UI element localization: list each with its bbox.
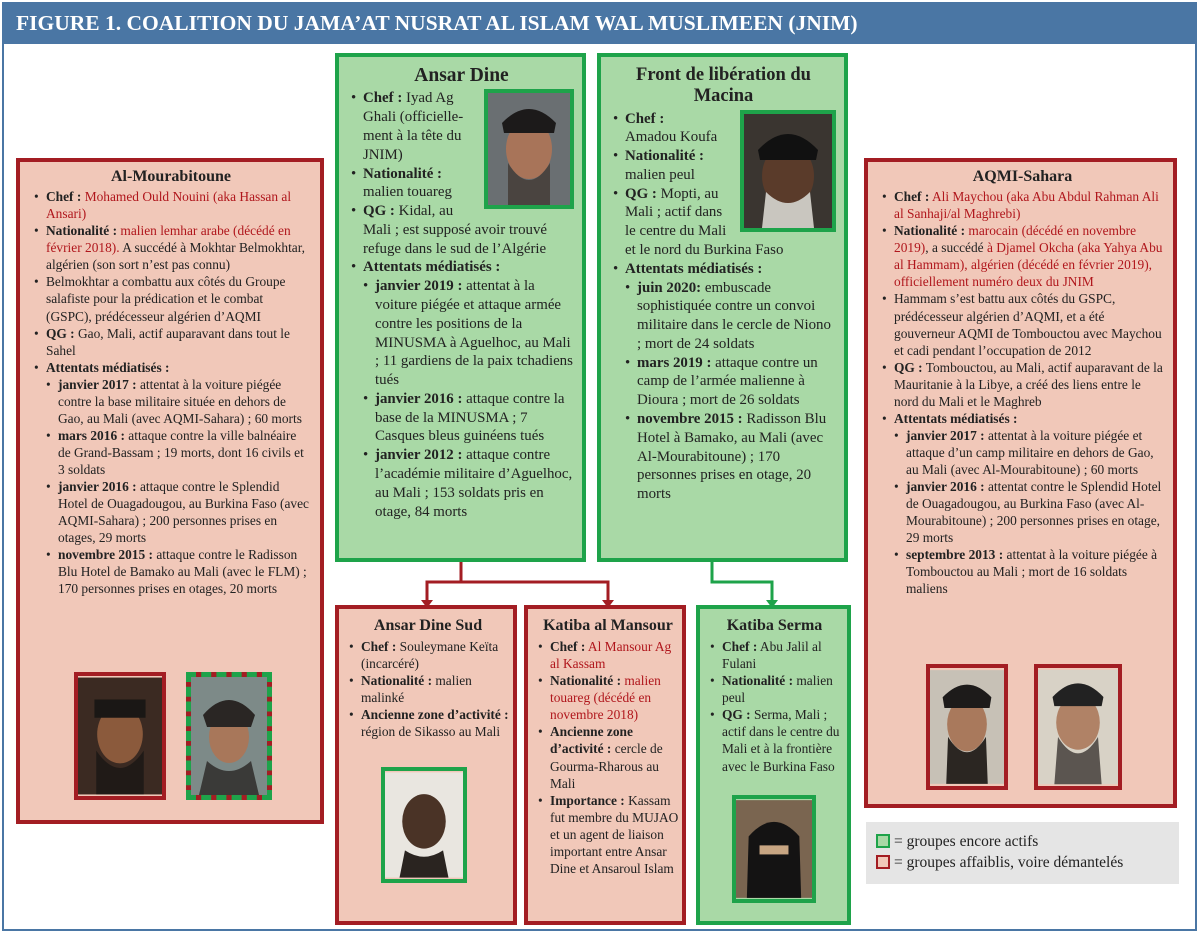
group-title: Ansar Dine Sud — [373, 617, 483, 634]
group-front-liberation-macina — [597, 53, 848, 562]
group-katiba-serma — [696, 605, 851, 925]
attack-item: • novembre 2015 : Radisson Blu Hotel à Bamako, au Mali (avec Al-Mourabitoune) ; 170 personnes prises en otage, 20 morts — [611, 410, 836, 504]
legend-item-weakened: = groupes affaiblis, voire démantelés — [876, 853, 1123, 873]
nationality-item: • Nationalité : malien lemhar arabe (décédé en février 2018). A succédé à Mokhtar Belmokhtar, algérien (son sort n’est pas connu) — [32, 222, 310, 273]
chef-item: • Chef : Abu Jalil al Fulani — [708, 638, 841, 672]
group-title: Katiba Serma — [726, 617, 823, 634]
nationality-item: • Nationalité : malien touareg — [349, 165, 574, 203]
portrait-photo — [381, 767, 467, 883]
portrait-photo — [74, 672, 166, 800]
nationality-item: • Nationalité : marocain (décédé en novembre 2019), a succédé à Djamel Okcha (aka Yahya Abu al Hammam), algérien (décédé en février 2019), officiellement numéro deux du JNIM — [880, 222, 1165, 290]
note-item: • Hammam s’est battu aux côtés du GSPC, prédécesseur algérien d’AQMI, et a été gouverneur AQMI de Tombouctou avec Maychou et cadi pendant l’occupation de 2012 — [880, 290, 1165, 358]
attack-item: • janvier 2016 : attaque contre le Splendid Hotel de Ouagadougou, au Burkina Faso (avec AQMI-Sahara) ; 200 personnes prises en otages, 29 morts — [32, 478, 310, 546]
attack-item: • janvier 2019 : attentat à la voiture piégée et attaque armée contre les positions de la MINUSMA à Aguelhoc, au Mali ; 11 gardiens de la paix tchadiens tués — [349, 277, 574, 390]
attack-item: • mars 2016 : attaque contre la ville balnéaire de Grand-Bassam ; 19 morts, dont 16 civils et 3 soldats — [32, 427, 310, 478]
legend-swatch-green — [876, 834, 890, 848]
note-item: • Belmokhtar a combattu aux côtés du Groupe salafiste pour la prédication et le combat (GSPC), prédécesseur algérien d’AQMI — [32, 273, 310, 324]
portrait-photo — [926, 664, 1008, 790]
zone-item: • Ancienne zone d’activité : région de Sikasso au Mali — [347, 706, 509, 740]
chef-item: • Chef : Al Mansour Ag al Kassam — [536, 638, 680, 672]
attack-item: • janvier 2016 : attentat contre le Splendid Hotel de Ouagadougou, au Burkina Faso (avec Al-Mourabitoune) ; 200 personnes prises en otage, 29 morts — [880, 478, 1165, 546]
legend-swatch-red — [876, 855, 890, 869]
hq-item: • QG : Gao, Mali, actif auparavant dans tout le Sahel — [32, 325, 310, 359]
group-title: Front de libération du Macina — [636, 65, 811, 107]
attack-item: • janvier 2017 : attentat à la voiture piégée et attaque d’un camp militaire en dehors de Gao, au Mali (avec Al-Mourabitoune) ; 60 morts — [880, 427, 1165, 478]
zone-item: • Ancienne zone d’activité : cercle de Gourma-Rharous au Mali — [536, 723, 680, 791]
importance-item: • Importance : Kassam fut membre du MUJAO et un agent de liaison important entre Ansar Dine et Ansaroul Islam — [536, 792, 680, 877]
attacks-item: • Attentats médiatisés : — [880, 410, 1165, 427]
group-title: Katiba al Mansour — [543, 617, 673, 634]
attack-item: • mars 2019 : attaque contre un camp de l’armée malienne à Dioura ; mort de 26 soldats — [611, 354, 836, 410]
group-title: AQMI-Sahara — [972, 168, 1073, 185]
attack-item: • novembre 2015 : attaque contre le Radisson Blu Hotel de Bamako au Mali (avec le FLM) ; 170 personnes prises en otages, 20 morts — [32, 546, 310, 597]
nationality-item: • Nationalité : malien malinké — [347, 672, 509, 706]
attack-item: • janvier 2017 : attentat à la voiture piégée contre la base militaire située en dehors de Gao, au Mali (avec AQMI-Sahara) ; 60 morts — [32, 376, 310, 427]
chef-item: • Chef : Souleymane Keïta (incarcéré) — [347, 638, 509, 672]
group-katiba-al-mansour — [524, 605, 686, 925]
portrait-photo — [186, 672, 272, 800]
group-title: Al-Mourabitoune — [111, 168, 231, 185]
figure-title: FIGURE 1. COALITION DU JAMA’AT NUSRAT AL ISLAM WAL MUSLIMEEN (JNIM) — [2, 2, 1197, 44]
portrait-photo — [732, 795, 816, 903]
nationality-item: • Nationalité : malien peul — [611, 147, 836, 185]
hq-item: • QG : Kidal, au Mali ; est supposé avoir trouvé refuge dans le sud de l’Algérie — [349, 202, 574, 258]
chef-item: • Chef : Ali Maychou (aka Abu Abdul Rahman Ali al Sanhaji/al Maghrebi) — [880, 188, 1165, 222]
portrait-photo — [1034, 664, 1122, 790]
nationality-item: • Nationalité : malien touareg (décédé en novembre 2018) — [536, 672, 680, 723]
attacks-item: • Attentats médiatisés : — [349, 258, 574, 277]
group-title: Ansar Dine — [414, 65, 509, 86]
group-aqmi-sahara — [864, 158, 1177, 808]
legend — [866, 822, 1179, 884]
attacks-item: • Attentats médiatisés : — [32, 359, 310, 376]
connector-ansar-dine — [427, 561, 461, 605]
connector-flm — [712, 561, 772, 605]
hq-item: • QG : Tombouctou, au Mali, actif auparavant de la Mauritanie à la Libye, a créé des liens entre le nord du Mali et le Maghreb — [880, 359, 1165, 410]
attacks-item: • Attentats médiatisés : — [611, 260, 836, 279]
attack-item: • septembre 2013 : attentat à la voiture piégée à Tombouctou au Mali ; mort de 16 soldats maliens — [880, 546, 1165, 597]
hq-item: • QG : Mopti, au Mali ; actif dans le centre du Mali et le nord du Burkina Faso — [611, 185, 836, 260]
chef-item: • Chef : Amadou Koufa — [611, 110, 836, 148]
chef-item: • Chef : Iyad Ag Ghali (officielle-ment à la tête du JNIM) — [349, 89, 574, 164]
attack-item: • juin 2020: embuscade sophistiquée contre un convoi militaire dans le cercle de Niono ; mort de 24 soldats — [611, 279, 836, 354]
attack-item: • janvier 2012 : attaque contre l’académie militaire d’Aguelhoc, au Mali ; 153 soldats pris en otage, 84 morts — [349, 446, 574, 521]
group-ansar-dine-sud — [335, 605, 517, 925]
nationality-item: • Nationalité : malien peul — [708, 672, 841, 706]
group-al-mourabitoune — [16, 158, 324, 824]
legend-item-active: = groupes encore actifs — [876, 832, 1038, 852]
hq-item: • QG : Serma, Mali ; actif dans le centre du Mali et à la frontière avec le Burkina Faso — [708, 706, 841, 774]
attack-item: • janvier 2016 : attaque contre la base de la MINUSMA ; 7 Casques bleus guinéens tués — [349, 390, 574, 446]
group-ansar-dine — [335, 53, 586, 562]
chef-item: • Chef : Mohamed Ould Nouini (aka Hassan al Ansari) — [32, 188, 310, 222]
connector-ansar-dine-mansour — [461, 582, 608, 605]
